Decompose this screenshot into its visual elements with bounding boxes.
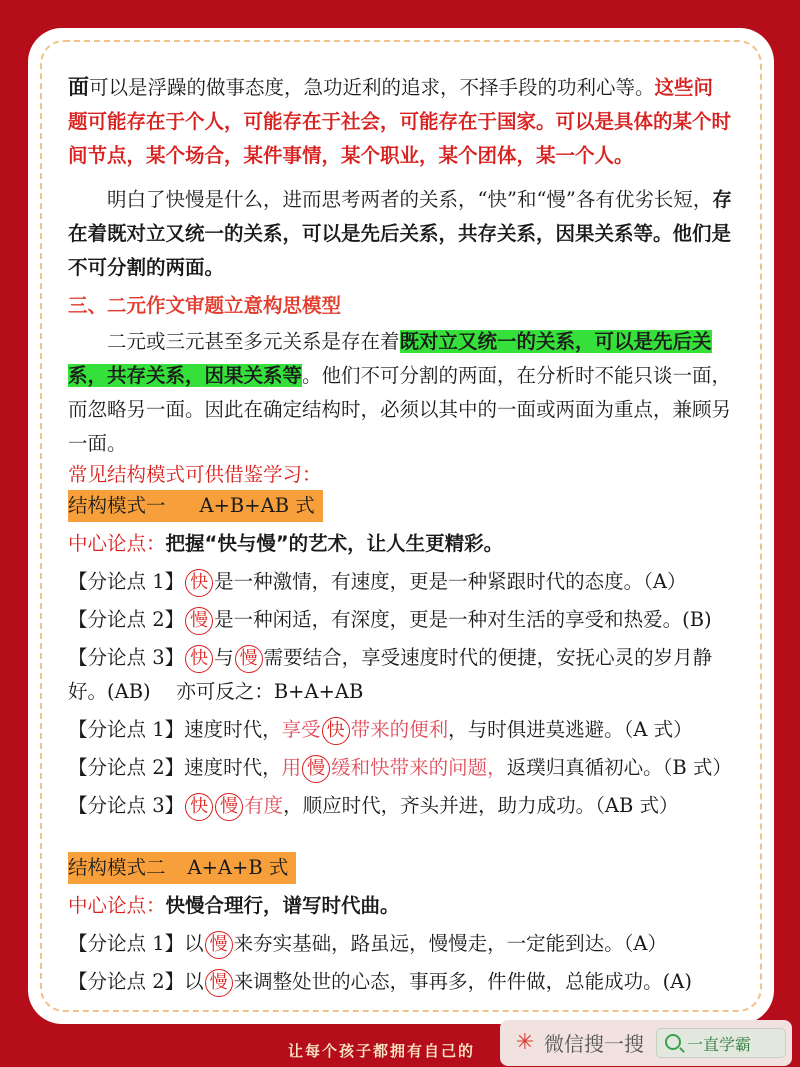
mode-1-point-3: [68, 641, 732, 709]
paragraph-2-text: 明白了快慢是什么，进而思考两者的关系，“快”和“慢”各有优劣长短，: [107, 188, 713, 211]
point-text: 来夯实基础，路虽远，慢慢走，一定能到达。（A）: [233, 932, 667, 955]
fast-circle-icon: 快: [185, 793, 213, 821]
paragraph-2: [68, 183, 732, 285]
mode-2-center: [68, 889, 732, 923]
slow-circle-icon: 慢: [185, 607, 213, 635]
point-label: 【分论点 1】: [68, 570, 185, 593]
section-3-heading: 三、二元作文审题立意构思模型: [68, 294, 342, 317]
point-text: 来调整处世的心态，事再多，件件做，总能成功。(A): [233, 970, 692, 993]
point-label: 【分论点 2】: [68, 970, 185, 993]
fast-circle-icon: 快: [322, 717, 350, 745]
slow-circle-icon: 慢: [215, 793, 243, 821]
paragraph-1-text: 可以是浮躁的做事态度，急功近利的追求，不择手段的功利心等。: [89, 76, 655, 99]
mode-2-center-text: 快慢合理行，谱写时代曲。: [165, 894, 400, 917]
search-icon: [665, 1034, 681, 1050]
wechat-search-bar[interactable]: [500, 1020, 792, 1066]
slow-circle-icon: 慢: [205, 969, 233, 997]
paragraph-2-bold: 存在着既对立又统一的关系，可以是先后关系，共存关系，因果关系等。他们是不可分割的两面。: [68, 188, 732, 279]
mode-2-formula: A+A+B 式: [187, 856, 289, 879]
point-pink-pre: 用: [281, 756, 302, 779]
point-text: 需要结合，享受速度时代的便捷，安抚心灵的岁月静好。(AB) 亦可反之：B+A+AB: [68, 646, 713, 703]
mode-1-center-text: 把握“快与慢”的艺术，让人生更精彩。: [165, 532, 504, 555]
mode-2-center-label: 中心论点：: [68, 894, 166, 917]
point-pre: 速度时代，: [184, 718, 282, 741]
fast-circle-icon: 快: [185, 569, 213, 597]
mode-2-tag: [68, 852, 296, 884]
slow-circle-icon: 慢: [235, 645, 263, 673]
point-pre: 以: [184, 932, 204, 955]
section-3-intro: 二元或三元甚至多元关系是存在着: [107, 330, 400, 353]
point-pink-post: 缓和快带来的问题，: [331, 756, 507, 779]
slow-circle-icon: 慢: [205, 931, 233, 959]
point-post: ，与时俱进莫逃避。（A 式）: [448, 718, 693, 741]
mode-2-point-2: [68, 965, 732, 999]
point-label: 【分论点 3】: [68, 794, 185, 817]
mode-1-tag: [68, 490, 323, 522]
mode-1-tag-label: 结构模式一: [68, 494, 166, 517]
section-3-highlight: 既对立又统一的关系，可以是先后关系，共存关系，因果关系等: [68, 330, 712, 387]
mode-1-reverse-point-1: [68, 713, 732, 747]
mode-1-reverse-point-3: [68, 789, 732, 823]
point-label: 【分论点 2】: [68, 756, 185, 779]
search-text: 一直学霸: [687, 1035, 752, 1054]
wechat-search-label: 微信搜一搜: [544, 1032, 644, 1056]
mode-2-point-1: [68, 927, 732, 961]
fast-circle-icon: 快: [185, 645, 213, 673]
point-label: 【分论点 1】: [68, 718, 185, 741]
mode-1-formula: A+B+AB 式: [199, 494, 315, 517]
paragraph-1-lead: 面: [68, 75, 89, 99]
mode-2-tag-label: 结构模式二: [68, 856, 166, 879]
slow-circle-icon: 慢: [302, 755, 330, 783]
document-body: [68, 70, 732, 999]
search-box[interactable]: [656, 1028, 786, 1058]
point-post: 返璞归真循初心。（B 式）: [506, 756, 732, 779]
point-text: 是一种激情，有速度，更是一种紧跟时代的态度。（A）: [214, 570, 687, 593]
mode-1-center: [68, 527, 732, 561]
mode-1-point-2: [68, 603, 732, 637]
point-text: 是一种闲适，有深度，更是一种对生活的享受和热爱。(B): [214, 608, 712, 631]
point-pink-post: 有度: [244, 794, 284, 817]
mode-1-center-label: 中心论点：: [68, 532, 166, 555]
section-3-paragraph: [68, 325, 732, 461]
point-label: 【分论点 2】: [68, 608, 185, 631]
wechat-search-logo-icon: ✳: [515, 1030, 535, 1055]
point-label: 【分论点 1】: [68, 932, 185, 955]
point-pre: 以: [184, 970, 204, 993]
point-post: ，顺应时代，齐头并进，助力成功。（AB 式）: [283, 794, 679, 817]
footer-slogan: 让每个孩子都拥有自己的: [288, 1042, 476, 1060]
paragraph-1: [68, 70, 732, 173]
section-3-rest: 。他们不可分割的两面，在分析时不能只谈一面，而忽略另一面。因此在确定结构时，必须以其中的一面或两面为重点，兼顾另一面。: [68, 364, 732, 455]
mode-1-point-1: [68, 565, 732, 599]
point-pink-post: 带来的便利: [350, 718, 449, 741]
paragraph-1-red: 这些问题可能存在于个人，可能存在于社会，可能存在于国家。可以是具体的某个时间节点，某个场合，某件事情，某个职业，某个团体，某一个人。: [68, 76, 732, 167]
section-3-subheading: 常见结构模式可供借鉴学习：: [68, 463, 322, 486]
point-label: 【分论点 3】: [68, 646, 185, 669]
point-pre: 速度时代，: [184, 756, 282, 779]
point-mid: 与: [214, 646, 234, 669]
point-pink-pre: 享受: [281, 718, 321, 741]
mode-1-reverse-point-2: [68, 751, 732, 785]
